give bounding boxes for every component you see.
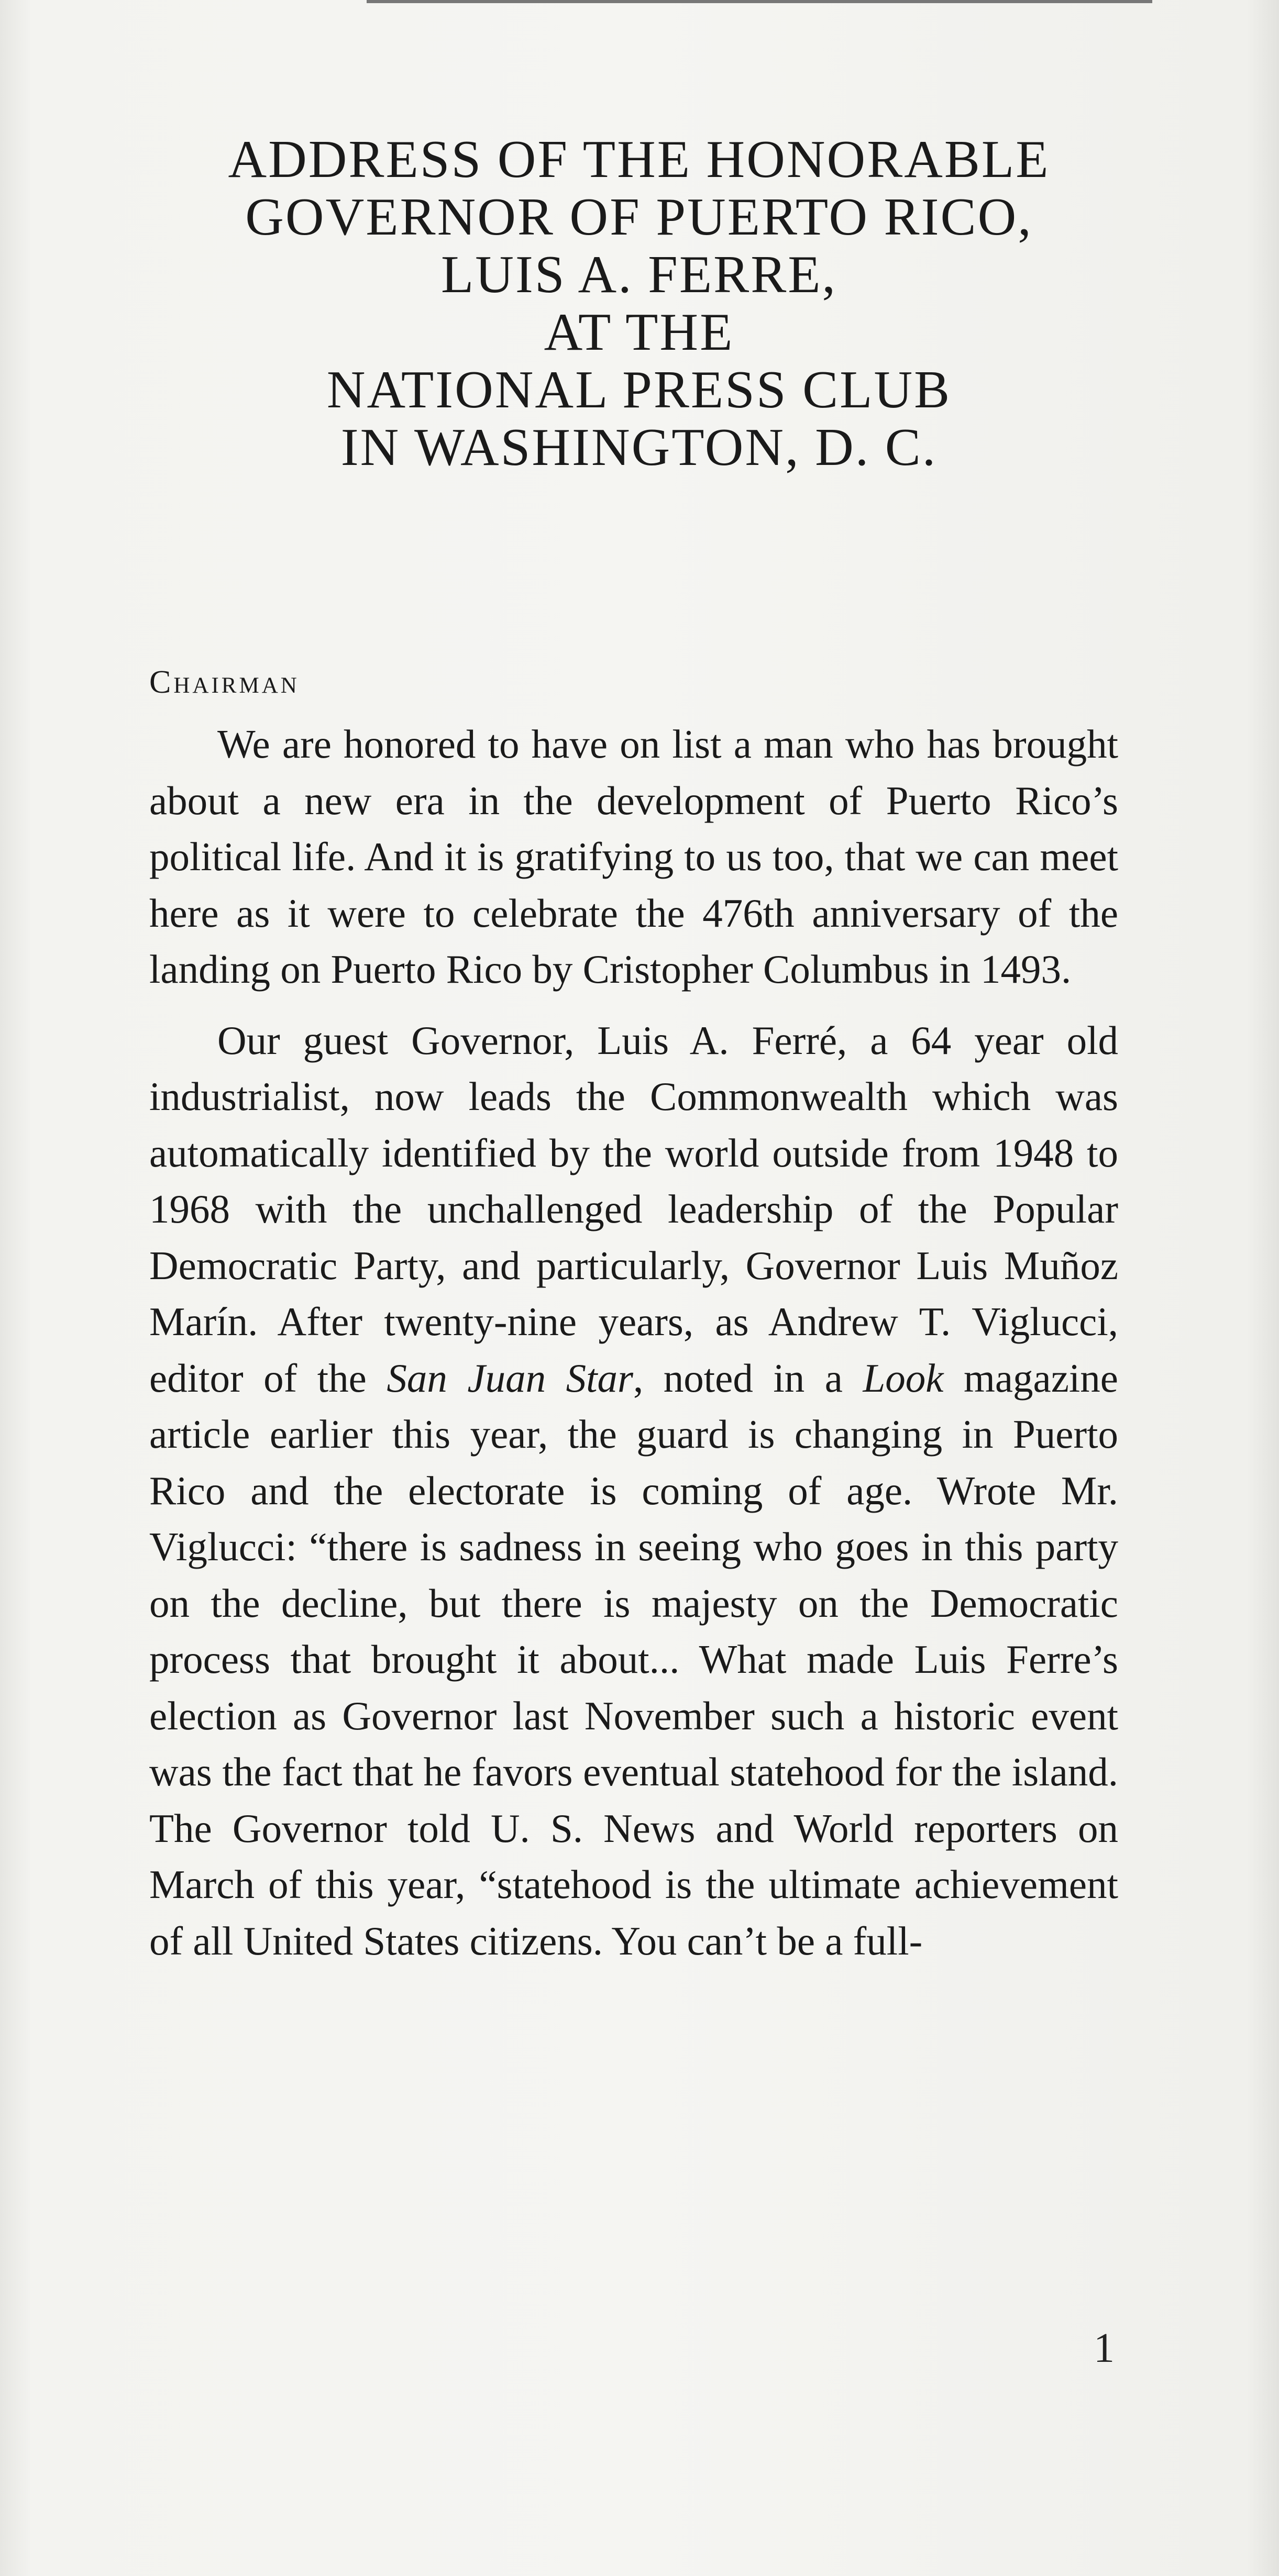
page-number: 1 <box>1094 2325 1115 2371</box>
paragraph-2-part-2: , noted in a <box>633 1355 863 1401</box>
body-text <box>149 716 1118 1984</box>
paragraph-1: We are honored to have on list a man who has brought about a new era in the development of Puerto Rico’s political life. And it is gratifying to us too, that we can meet here as it were to celebrate the 476th anniversary of the landing on Puerto Rico by Cristopher Columbus in 1493. <box>149 721 1118 992</box>
title-line: GOVERNOR OF PUERTO RICO, <box>245 187 1033 247</box>
title-line: LUIS A. FERRE, <box>440 245 837 304</box>
speaker-label: Chairman <box>149 664 300 700</box>
magazine-title: Look <box>863 1355 944 1401</box>
paragraph-2-part-1: Our guest Governor, Luis A. Ferré, a 64 year old industrialist, now leads the Commonwealth which was automatically identified by the world outside from 1948 to 1968 with the unchallenged leadership of the Popular Democratic Party, and particularly, Governor Luis Muñoz Marín. After twenty-nine years, as Andrew T. Viglucci, editor of the <box>149 1017 1118 1401</box>
address-title <box>136 131 1142 476</box>
title-line: ADDRESS OF THE HONORABLE <box>228 130 1050 189</box>
title-line: AT THE <box>544 303 734 362</box>
top-rule <box>367 0 1152 3</box>
paragraph-2-part-3: magazine article earlier this year, the guard is changing in Puerto Rico and the electorate is coming of age. Wrote Mr. Viglucci: “there is sadness in seeing who goes in this party on the decline, but there is majesty on the Democratic process that brought it about... What made Luis Ferre’s election as Governor last November such a historic event was the fact that he favors eventual statehood for the island. The Governor told U. S. News and World reporters on March of this year, “statehood is the ultimate achievement of all United States citizens. You can’t be a full- <box>149 1355 1118 1963</box>
title-line: IN WASHINGTON, D. C. <box>340 418 938 477</box>
newspaper-title: San Juan Star <box>387 1355 633 1401</box>
title-line: NATIONAL PRESS CLUB <box>326 360 952 419</box>
paragraph-2 <box>149 1013 1118 1970</box>
